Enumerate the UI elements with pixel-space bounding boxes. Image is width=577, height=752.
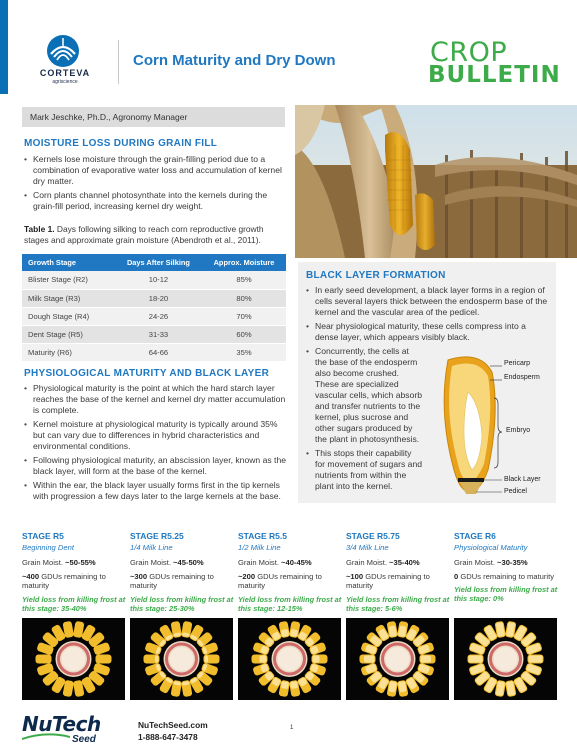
kernel-mark: [360, 655, 376, 664]
stage-gdu-text: GDUs remaining to maturity: [346, 571, 430, 590]
stage-moisture-label: Grain Moist.: [454, 558, 498, 567]
stage-yield-value: 5-6%: [385, 603, 403, 613]
table-cell: 18-20: [115, 289, 202, 307]
table-cell: 31-33: [115, 325, 202, 343]
kernel-mark: [96, 655, 112, 664]
stage-gdu-value: ~300: [130, 571, 148, 581]
bl-line: other sugars produced by: [315, 423, 413, 433]
stage-yield-text: Yield loss from killing frost at this stage:: [22, 594, 126, 613]
stage-gdu-text: GDUs remaining to maturity: [458, 571, 555, 581]
table-row: [22, 343, 286, 361]
table-cell: 80%: [202, 289, 286, 307]
physiological-bullet-4: • Within the ear, the black layer usually forms first in the tip kernels with progression a few days later to the large kernels at the base.: [24, 480, 286, 502]
bl-line: for movement of sugars and: [315, 459, 422, 469]
table-header-days: Days After Silking: [115, 254, 202, 271]
bl-line: and transfer nutrients to the: [315, 401, 421, 411]
stage-gdu-value: ~400: [22, 571, 40, 581]
moisture-loss-list: [24, 154, 284, 215]
table-caption-label: Table 1.: [24, 224, 55, 234]
stage-title: STAGE R5.75: [346, 531, 400, 541]
table-row: [22, 271, 286, 289]
stage-gdu: [22, 572, 126, 591]
stage-gdu: [238, 572, 342, 591]
stage-yield-text: Yield loss from killing frost at this stage:: [346, 594, 450, 613]
physiological-heading: PHYSIOLOGICAL MATURITY AND BLACK LAYER: [24, 368, 270, 379]
stage-moisture: [454, 558, 558, 568]
stage-gdu: [130, 572, 234, 591]
table-cell: 70%: [202, 307, 286, 325]
stage-title: STAGE R5: [22, 531, 64, 541]
stage-moisture-label: Grain Moist.: [346, 558, 390, 567]
stage-gdu-value: ~100: [346, 571, 364, 581]
corteva-subtitle: agriscience: [52, 79, 78, 85]
stage-gdu-value: 0: [454, 571, 459, 581]
bl-line: also become crushed.: [315, 368, 400, 378]
stage-yield-text: Yield loss from killing frost at this stage:: [130, 594, 234, 613]
table-cell: Maturity (R6): [22, 343, 115, 361]
bulletin-word: BULLETIN: [428, 62, 561, 88]
kernel-black-layer: [458, 478, 484, 482]
kernel-mark: [312, 655, 328, 664]
stage-yield: [346, 595, 450, 613]
label-pedicel: Pedicel: [504, 488, 527, 495]
stage-moisture-value: ~40-45%: [281, 558, 312, 567]
stage-gdu-text: GDUs remaining to maturity: [238, 571, 322, 590]
bl-line: the plant in photosynthesis.: [315, 434, 420, 444]
black-layer-heading: BLACK LAYER FORMATION: [306, 270, 446, 281]
stage-gdu: [346, 572, 450, 591]
stage-subtitle: 1/4 Milk Line: [130, 543, 173, 552]
physiological-bullet-2: • Kernel moisture at physiological maturity is typically around 35% but can vary due to differences in hybrid characteristics and environmental conditions.: [24, 419, 286, 452]
bl-line: plant into the kernel.: [315, 481, 393, 491]
kernel-mark: [528, 655, 544, 664]
moisture-bullet-2: • Corn plants channel photosynthate into the kernels during the grain-fill period, increasing kernel dry weight.: [24, 190, 284, 212]
kernel-mark: [252, 655, 268, 664]
table-cell: Milk Stage (R3): [22, 289, 115, 307]
stage-gdu-text: GDUs remaining to maturity: [130, 571, 214, 590]
stage-title: STAGE R5.5: [238, 531, 287, 541]
stage-yield-value: 12-15%: [277, 603, 303, 613]
bl-line: nutrients from within the: [315, 470, 407, 480]
author-bar: Mark Jeschke, Ph.D., Agronomy Manager: [22, 107, 285, 127]
stage-yield-text: Yield loss from killing frost at this stage:: [454, 585, 558, 603]
stage-moisture-label: Grain Moist.: [238, 558, 282, 567]
table-header-stage: Growth Stage: [22, 254, 115, 271]
stage-yield: [238, 595, 342, 613]
label-embryo: Embryo: [506, 427, 531, 434]
stage-moisture-value: ~35-40%: [389, 558, 420, 567]
cob-cross-section-photo: [130, 618, 233, 700]
stage-title: STAGE R5.25: [130, 531, 184, 541]
stage-moisture: [238, 558, 342, 568]
stage-gdu-text: GDUs remaining to maturity: [22, 571, 106, 590]
stage-moisture-value: ~45-50%: [173, 558, 204, 567]
stage-yield: [22, 595, 126, 613]
cob-cross-section-photo: [238, 618, 341, 700]
stage-subtitle: 1/2 Milk Line: [238, 543, 281, 552]
bl-line: the base of the endosperm: [315, 357, 418, 367]
table-header-row: [22, 254, 286, 271]
stage-subtitle: 3/4 Milk Line: [346, 543, 389, 552]
footer-phone: 1-888-647-3478: [138, 732, 198, 742]
crop-word: CROP: [430, 37, 508, 68]
stage-column: [454, 531, 558, 603]
table-caption: [24, 224, 284, 245]
table-row: [22, 289, 286, 307]
stage-yield: [454, 585, 558, 603]
stage-moisture-label: Grain Moist.: [130, 558, 174, 567]
stage-yield-text: Yield loss from killing frost at this stage:: [238, 594, 342, 613]
table-cell: 24-26: [115, 307, 202, 325]
kernel-mark: [420, 655, 436, 664]
table-cell: Dough Stage (R4): [22, 307, 115, 325]
kernel-mark: [36, 655, 52, 664]
stage-moisture-value: ~30-35%: [497, 558, 528, 567]
black-layer-bullet-4: [306, 448, 446, 492]
stage-moisture: [22, 558, 126, 568]
table-header-moisture: Approx. Moisture: [202, 254, 286, 271]
kernel-mark: [468, 655, 484, 664]
stage-moisture-value: ~50-55%: [65, 558, 96, 567]
bl-line: This stops their capability: [315, 448, 412, 458]
kernel-mark: [144, 655, 160, 664]
stage-moisture-label: Grain Moist.: [22, 558, 66, 567]
nutech-logo: NuTech: [22, 712, 101, 736]
black-layer-bullet-1: • In early seed development, a black layer forms in a region of cells several layers thick between the endosperm base of the kernel and the vascular area of the pedicel.: [306, 285, 550, 318]
table-cell: Dent Stage (R5): [22, 325, 115, 343]
stage-subtitle: Physiological Maturity: [454, 543, 528, 552]
moisture-loss-heading: MOISTURE LOSS DURING GRAIN FILL: [24, 138, 218, 149]
label-endosperm: Endosperm: [504, 374, 540, 381]
bl-line: Concurrently, the cells at: [315, 346, 409, 356]
stage-column: [238, 531, 342, 613]
stage-yield-value: 25-30%: [169, 603, 195, 613]
stage-title: STAGE R6: [454, 531, 496, 541]
stage-yield-value: 35-40%: [61, 603, 87, 613]
stage-moisture: [346, 558, 450, 568]
header-blue-edge: [0, 0, 8, 94]
table-cell: Blister Stage (R2): [22, 271, 115, 289]
page-number: 1: [290, 725, 294, 731]
physiological-list: [24, 383, 286, 505]
cob-cross-section-photo: [454, 618, 557, 700]
table-caption-text: Days following silking to reach corn reproductive growth stages and approximate grain moisture (Abendroth et al., 2011).: [24, 224, 264, 245]
corteva-wordmark: CORTEVA: [39, 68, 91, 78]
label-black-layer: Black Layer: [504, 476, 541, 483]
black-layer-bullet-3: [306, 346, 446, 445]
page-title: Corn Maturity and Dry Down: [133, 52, 336, 69]
stage-yield: [130, 595, 234, 613]
physiological-bullet-1: • Physiological maturity is the point at which the hard starch layer reaches the base of the kernel and kernel dry matter accumulation is complete.: [24, 383, 286, 416]
stage-column: [22, 531, 126, 613]
table-cell: 85%: [202, 271, 286, 289]
stage-column: [130, 531, 234, 613]
table-row: [22, 325, 286, 343]
bl-line: These are specialized: [315, 379, 399, 389]
bl-line: vascular cells, which absorb: [315, 390, 422, 400]
nutech-logo-seed: Seed: [72, 734, 96, 745]
stage-column: [346, 531, 450, 613]
table-cell: 10-12: [115, 271, 202, 289]
label-pericarp: Pericarp: [504, 360, 531, 367]
growth-stage-table: [22, 254, 286, 362]
kernel-mark: [204, 655, 220, 664]
corteva-logo-icon: [46, 34, 80, 68]
physiological-bullet-3: • Following physiological maturity, an abscission layer, known as the black layer, will form at the base of the kernel.: [24, 455, 286, 477]
stage-yield-value: 0%: [493, 594, 504, 603]
footer-website[interactable]: NuTechSeed.com: [138, 720, 208, 730]
table-cell: 60%: [202, 325, 286, 343]
stage-gdu-value: ~200: [238, 571, 256, 581]
cob-cross-section-photo: [346, 618, 449, 700]
moisture-bullet-1: • Kernels lose moisture through the grain-filling period due to a combination of evaporative water loss and accumulation of kernel dry matter.: [24, 154, 284, 187]
table-row: [22, 307, 286, 325]
table-cell: 64-66: [115, 343, 202, 361]
black-layer-bullet-2: • Near physiological maturity, these cells compress into a dense layer, which appears visibly black.: [306, 321, 550, 343]
corn-field-photo: [295, 105, 577, 258]
stage-moisture: [130, 558, 234, 568]
stage-subtitle: Beginning Dent: [22, 543, 74, 552]
table-cell: 35%: [202, 343, 286, 361]
bl-line: kernel, plus sucrose and: [315, 412, 409, 422]
cob-cross-section-photo: [22, 618, 125, 700]
header-divider: [118, 40, 119, 84]
stage-gdu: [454, 572, 558, 582]
nutech-swoosh-icon: [22, 733, 70, 741]
